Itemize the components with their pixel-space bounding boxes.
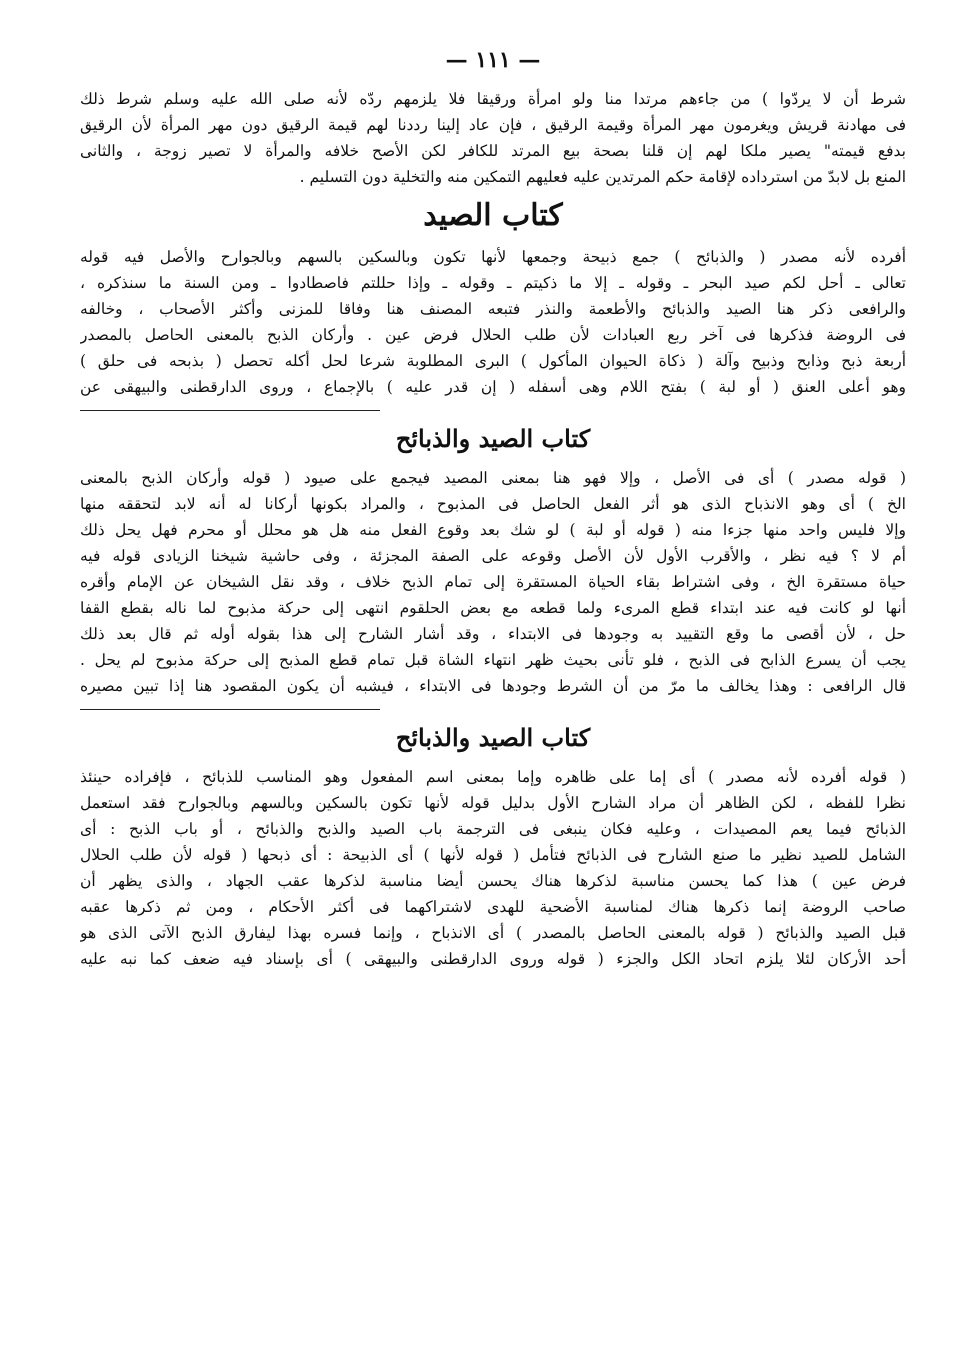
commentary-heading-2: كتاب الصيد والذبائح: [395, 723, 591, 752]
text-line: الخ ) أى وهو الانذباح الذى هو أثر الفعل الحاصل فى المذبوح ، والمراد بكونها أركانا له أنه لابد لتحققه منها: [80, 495, 906, 513]
text-line: أربعة ذبح وذابح وذبيح وآلة ( ذكاة الحيوان المأكول ) البرى المطلوبة شرعا لحل أكله تحصل ( بذبحه فى حلق ): [80, 352, 906, 370]
text-line: شرط أن لا يردّوا ) من جاءهم مرتدا منا ولو امرأة ورقيقا فلا يلزمهم ردّه لأنه صلى الله عليه وسلم شرط ذلك: [80, 90, 906, 108]
text-line: يجب أن يسرع الذابح فى الذبح ، فلو تأنى بحيث ظهر انتهاء الشاة قبل تمام قطع المذبح إلى حركة مذبوح لم يحل .: [80, 651, 906, 669]
commentary-block-2: [80, 764, 906, 972]
text-line: والرافعى ذكر هنا الصيد والذبائح والأطعمة والنذر فتبعه المصنف هنا وفاقا للمزنى وأكثر الأصحاب ، وخالفه: [80, 300, 906, 318]
top-paragraph: [80, 86, 906, 190]
text-line: نظرا للفظه ، لكن الظاهر أن مراد الشارح الأول بدليل قوله لأنها تكون بالسكين وبالسهم وبالجوارح فقد استعمل: [80, 794, 906, 812]
text-line: ( قوله مصدر ) أى فى الأصل ، وإلا فهو هنا بمعنى المصيد فيجمع على صيود ( قوله وأركان الذبح بالمعنى: [80, 469, 906, 487]
text-line: حياة مستقرة الخ ، وفى اشتراط بقاء الحياة المستقرة إلى تمام الذبح خلاف ، وقد نقل الشيخان عن الإمام وأقره: [80, 573, 906, 591]
commentary-paragraph-2: [80, 764, 906, 972]
section-divider: [80, 709, 380, 710]
commentary-block-1: [80, 465, 906, 699]
text-line: بدفع قيمته" يصير ملكا لهم إن قلنا بصحة بيع المرتد للكافر لكن الأصح خلافه والمرأة لا تصير زوجة ، والثانى: [80, 142, 906, 160]
text-line: أفرده لأنه مصدر ( والذبائح ) جمع ذبيحة وجمعها لأنها تكون وبالسكين بالسهم وبالجوارح والأصل فيه قوله: [80, 248, 906, 266]
text-line: صاحب الروضة إنما ذكرها هناك لمناسبة الأضحية للهدى لاشتراكهما فى أكثر الأحكام ، ومن ثم ذكرها عقبه: [80, 898, 906, 916]
text-line: المنع بل لابدّ من استرداده لإقامة حكم المرتدين عليه فعليهم التمكين منه والتخلية دون التسليم .: [299, 168, 906, 186]
commentary-heading-1: كتاب الصيد والذبائح: [395, 424, 591, 453]
text-line: فى الروضة فذكرها فى آخر ربع العبادات لأن طلب الحلال فرض عين . وأركان الذبح بالمعنى الحاصل بالمصدر: [80, 326, 906, 344]
text-line: قال الرافعى : وهذا يخالف ما مرّ من أن الشرط وجودها فى الابتداء ، فيشبه أن يكون المقصود هنا إذا تبين مصيره: [80, 677, 906, 695]
text-line: قبل الصيد والذبائح ( قوله بالمعنى الحاصل بالمصدر ) أى الانذباح ، وإنما فسره بهذا ليفارق الذبح الآتى الذى هو: [80, 924, 906, 942]
top-text-block: [80, 86, 906, 190]
commentary-paragraph-1: [80, 465, 906, 699]
text-line: الشامل للصيد نظير ما صنع الشارح فى الذبائح فتأمل ( قوله لأنها ) أى الذبيحة : أى ذبحها ( قوله لأن طلب الحلال: [80, 846, 906, 864]
text-line: الذبائح فيما يعم المصيدات ، وعليه فكان ينبغى فى الترجمة باب الصيد والذبح والذبائح ، أو باب الذبح : أى: [80, 820, 906, 838]
main-text-block: [80, 244, 906, 400]
main-paragraph: [80, 244, 906, 400]
section-divider: [80, 410, 380, 411]
text-line: أحد الأركان لئلا يلزم اتحاد الكل والجزء ( قوله وروى الدارقطنى والبيهقى ) أى بإسناد فيه ضعف كما نبه عليه: [80, 950, 906, 968]
text-line: فرض عين ) هذا كما يحسن مناسبة لذكرها هناك يحسن أيضا مناسبة لذكرها عقب الجهاد ، والذى يظهر أن: [80, 872, 906, 890]
text-line: ( قوله أفرده لأنه مصدر ) أى إما على ظاهره وإما بمعنى اسم المفعول وهو المناسب للذبائح ، فإفراده حينئذ: [80, 768, 906, 786]
chapter-heading: كتاب الصيد: [423, 198, 563, 233]
text-line: وهو أعلى العنق ( أو لبة ) بفتح اللام وهى أسفله ( إن قدر عليه ) بالإجماع ، وروى الدارقطنى والبيهقى عن: [80, 378, 906, 396]
text-line: أنها لو كانت فيه عند ابتداء قطع المرىء ولما قطعه مع بعض الحلقوم انتهى إلى حركة مذبوح لما ناله بقطع القفا: [80, 599, 906, 617]
text-line: وإلا فليس واحد منها جزءا منه ( قوله أو لبة ) لو شك بعد وقوع الفعل منه هل هو محلل أو محرم فهل يحل ذلك: [80, 521, 906, 539]
text-line: تعالى ـ أحل لكم صيد البحر ـ وقوله ـ إلا ما ذكيتم ـ وقوله ـ وإذا حللتم فاصطادوا ـ ومن السنة ما سنذكره ،: [80, 274, 906, 292]
text-line: حل ، لأن أقصى ما وقع التقييد به وجودها فى الابتداء ، وقد أشار الشارح إلى هذا بقوله أوله ثم قال بعد ذلك: [80, 625, 906, 643]
text-line: فى مهادنة قريش ويغرمون مهر المرأة وقيمة الرقيق ، فإن عاد إلينا رددنا لهم قيمة الرقيق دون مهر المرأة لأن الرقيق: [80, 116, 906, 134]
text-line: أم لا ؟ فيه نظر ، والأقرب الأول لأن الأصل وقوعه على الصفة المجزئة ، وفى حاشية شيخنا الزيادى قوله فيه: [80, 547, 906, 565]
page: [80, 40, 906, 972]
page-number: — ١١١ —: [445, 47, 541, 73]
